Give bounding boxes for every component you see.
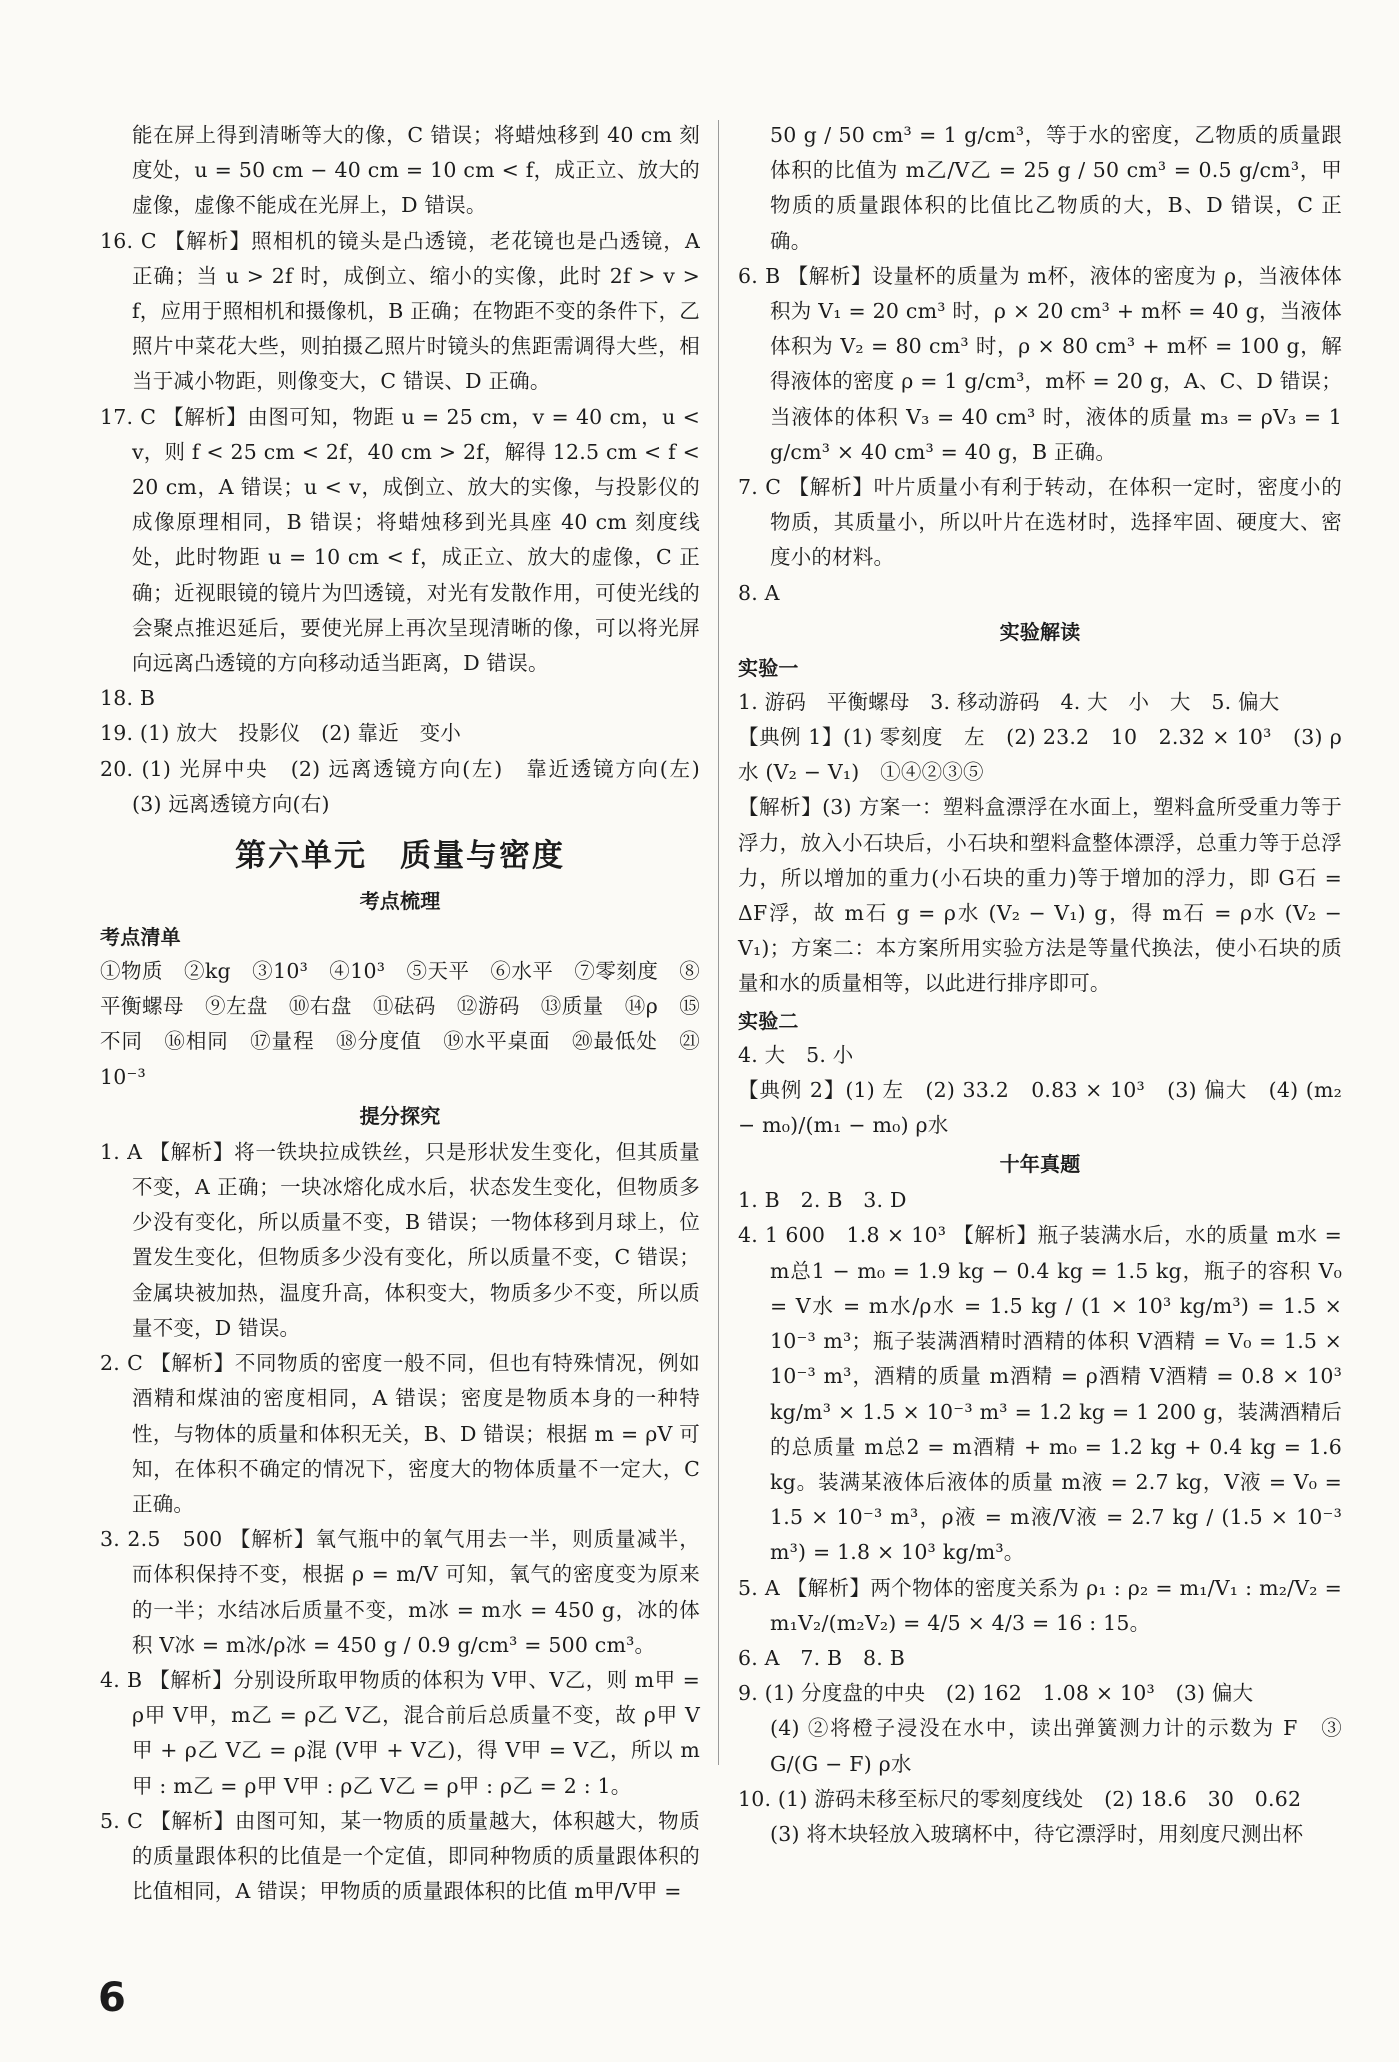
left-column <box>100 118 721 1909</box>
answer-paragraph: 1. A 【解析】将一铁块拉成铁丝，只是形状发生变化，但其质量不变，A 正确；一块冰熔化成水后，状态发生变化，但物质多少没有变化，所以质量不变，B 错误；一物体移到月球上，位置发生变化，但物质多少没有变化，所以质量不变，C 错误；金属块被加热，温度升高，体积变大，物质多少不变，所以质量不变，D 错误。 <box>100 1139 700 1340</box>
subsection-heading: 实验二 <box>738 1008 799 1033</box>
answer-paragraph: 10. (1) 游码未移至标尺的零刻度线处 (2) 18.6 30 0.62 <box>738 1786 1302 1811</box>
right-column <box>738 118 1342 1852</box>
answer-paragraph: 17. C 【解析】由图可知，物距 u = 25 cm，v = 40 cm，u < v，则 f < 25 cm < 2f，40 cm > 2f，解得 12.5 cm < f < 20 cm，A 错误；u < v，成倒立、放大的实像，与投影仪的成像原理相同，B 错误；将蜡烛移到光具座 40 cm 刻度线处，此时物距 u = 10 cm < f，成正立、放大的虚像，C 正确；近视眼镜的镜片为凹透镜，对光有发散作用，可使光线的会聚点推迟延后，要使光屏上再次呈现清晰的像，可以将光屏向远离凸透镜的方向移动适当距离，D 错误。 <box>100 404 700 676</box>
answer-paragraph: 5. C 【解析】由图可知，某一物质的质量越大，体积越大，物质的质量跟体积的比值是一个定值，即同种物质的质量跟体积的比值相同，A 错误；甲物质的质量跟体积的比值 m甲/V甲 = <box>100 1808 700 1904</box>
answer-paragraph: 3. 2.5 500 【解析】氧气瓶中的氧气用去一半，则质量减半，而体积保持不变，根据 ρ = m/V 可知，氧气的密度变为原来的一半；水结冰后质量不变，m冰 = m水 = 450 g，冰的体积 V冰 = m冰/ρ冰 = 450 g / 0.9 g/cm³ = 500 cm³。 <box>100 1527 700 1657</box>
section-heading: 提分探究 <box>359 1103 441 1128</box>
answer-paragraph: 2. C 【解析】不同物质的密度一般不同，但也有特殊情况，例如酒精和煤油的密度相同，A 错误；密度是物质本身的一种特性，与物体的质量和体积无关，B、D 错误；根据 m = ρV 可知，在体积不确定的情况下，密度大的物体质量不一定大，C 正确。 <box>100 1351 700 1516</box>
answer-paragraph: 6. B 【解析】设量杯的质量为 m杯，液体的密度为 ρ，当液体体积为 V₁ = 20 cm³ 时，ρ × 20 cm³ + m杯 = 40 g，当液体体积为 V₂ = 80 cm³ 时，ρ × 80 cm³ + m杯 = 100 g，解得液体的密度 ρ = 1 g/cm³，m杯 = 20 g，A、C、D 错误；当液体的体积 V₃ = 40 cm³ 时，液体的质量 m₃ = ρV₃ = 1 g/cm³ × 40 cm³ = 40 g，B 正确。 <box>738 263 1342 464</box>
answer-paragraph: 5. A 【解析】两个物体的密度关系为 ρ₁ : ρ₂ = m₁/V₁ : m₂/V₂ = m₁V₂/(m₂V₂) = 4/5 × 4/3 = 16 : 15。 <box>738 1575 1342 1635</box>
answer-paragraph: (4) ②将橙子浸没在水中，读出弹簧测力计的示数为 F ③ G/(G − F) ρ水 <box>770 1716 1342 1776</box>
answer-paragraph: 4. 1 600 1.8 × 10³ 【解析】瓶子装满水后，水的质量 m水 = m总1 − m₀ = 1.9 kg − 0.4 kg = 1.5 kg，瓶子的容积 V₀ = V水 = m水/ρ水 = 1.5 kg / (1 × 10³ kg/m³) = 1.5 × 10⁻³ m³；瓶子装满酒精时酒精的体积 V酒精 = V₀ = 1.5 × 10⁻³ m³，酒精的质量 m酒精 = ρ酒精 V酒精 = 0.8 × 10³ kg/m³ × 1.5 × 10⁻³ m³ = 1.2 kg = 1 200 g，装满酒精后的总质量 m总2 = m酒精 + m₀ = 1.2 kg + 0.4 kg = 1.6 kg。装满某液体后液体的质量 m液 = 2.7 kg，V液 = V₀ = 1.5 × 10⁻³ m³，ρ液 = m液/V液 = 2.7 kg / (1.5 × 10⁻³ m³) = 1.8 × 10³ kg/m³。 <box>738 1223 1342 1565</box>
answer-paragraph: ①物质 ②kg ③10³ ④10³ ⑤天平 ⑥水平 ⑦零刻度 ⑧平衡螺母 ⑨左盘 ⑩右盘 ⑪砝码 ⑫游码 ⑬质量 ⑭ρ ⑮不同 ⑯相同 ⑰量程 ⑱分度值 ⑲水平桌面 ⑳最低处 ㉑10⁻³ <box>100 959 700 1089</box>
answer-paragraph: 能在屏上得到清晰等大的像，C 错误；将蜡烛移到 40 cm 刻度处，u = 50 cm − 40 cm = 10 cm < f，成正立、放大的虚像，虚像不能成在光屏上，D 错误。 <box>132 123 700 218</box>
section-heading: 十年真题 <box>999 1152 1081 1177</box>
section-heading: 考点梳理 <box>359 889 441 914</box>
answer-paragraph: 6. A 7. B 8. B <box>738 1645 905 1670</box>
answer-paragraph: 9. (1) 分度盘的中央 (2) 162 1.08 × 10³ (3) 偏大 <box>738 1681 1254 1706</box>
column-divider <box>718 120 719 1765</box>
answer-paragraph: (3) 将木块轻放入玻璃杯中，待它漂浮时，用刻度尺测出杯 <box>770 1821 1304 1846</box>
section-heading: 实验解读 <box>999 619 1081 644</box>
answer-paragraph: 【典例 2】(1) 左 (2) 33.2 0.83 × 10³ (3) 偏大 (4) (m₂ − m₀)/(m₁ − m₀) ρ水 <box>738 1077 1342 1138</box>
answer-paragraph: 4. 大 5. 小 <box>738 1042 854 1067</box>
answer-paragraph: 16. C 【解析】照相机的镜头是凸透镜，老花镜也是凸透镜，A 正确；当 u > 2f 时，成倒立、缩小的实像，此时 2f > v > f，应用于照相机和摄像机，B 正确；在物距不变的条件下，乙照片中菜花大些，则拍摄乙照片时镜头的焦距需调得大些，相当于减小物距，则像变大，C 错误、D 正确。 <box>100 228 700 394</box>
page-number: 6 <box>98 1975 126 2021</box>
answer-paragraph: 4. B 【解析】分别设所取甲物质的体积为 V甲、V乙，则 m甲 = ρ甲 V甲，m乙 = ρ乙 V乙，混合前后总质量不变，故 ρ甲 V甲 + ρ乙 V乙 = ρ混 (V甲 + V乙)，得 V甲 = V乙，所以 m甲 : m乙 = ρ甲 V甲 : ρ乙 V乙 = ρ甲 : ρ乙 = 2 : 1。 <box>100 1667 700 1798</box>
answer-paragraph: 7. C 【解析】叶片质量小有利于转动，在体积一定时，密度小的物质，其质量小，所以叶片在选材时，选择牢固、硬度大、密度小的材料。 <box>738 475 1342 570</box>
answer-paragraph: 19. (1) 放大 投影仪 (2) 靠近 变小 <box>100 721 462 746</box>
subsection-heading: 考点清单 <box>100 925 181 950</box>
answer-paragraph: 8. A <box>738 580 780 605</box>
subsection-heading: 实验一 <box>738 655 799 680</box>
answer-paragraph: 50 g / 50 cm³ = 1 g/cm³，等于水的密度，乙物质的质量跟体积的比值为 m乙/V乙 = 25 g / 50 cm³ = 0.5 g/cm³，甲物质的质量跟体积的比值比乙物质的大，B、D 错误，C 正确。 <box>770 123 1342 253</box>
unit-title: 第六单元 质量与密度 <box>235 838 565 875</box>
answer-paragraph: 【典例 1】(1) 零刻度 左 (2) 23.2 10 2.32 × 10³ (3) ρ水 (V₂ − V₁) ①④②③⑤ <box>738 725 1342 785</box>
answer-paragraph: 20. (1) 光屏中央 (2) 远离透镜方向(左) 靠近透镜方向(左) (3) 远离透镜方向(右) <box>100 756 721 816</box>
answer-paragraph: 1. B 2. B 3. D <box>738 1188 907 1213</box>
answer-paragraph: 【解析】(3) 方案一：塑料盒漂浮在水面上，塑料盒所受重力等于浮力，放入小石块后，小石块和塑料盒整体漂浮，总重力等于总浮力，所以增加的重力(小石块的重力)等于增加的浮力，即 G石 = ΔF浮，故 m石 g = ρ水 (V₂ − V₁) g，得 m石 = ρ水 (V₂ − V₁)；方案二：本方案所用实验方法是等量代换法，使小石块的质量和水的质量相等，以此进行排序即可。 <box>738 795 1342 996</box>
answer-paragraph: 1. 游码 平衡螺母 3. 移动游码 4. 大 小 大 5. 偏大 <box>738 689 1280 714</box>
answer-paragraph: 18. B <box>100 686 156 711</box>
